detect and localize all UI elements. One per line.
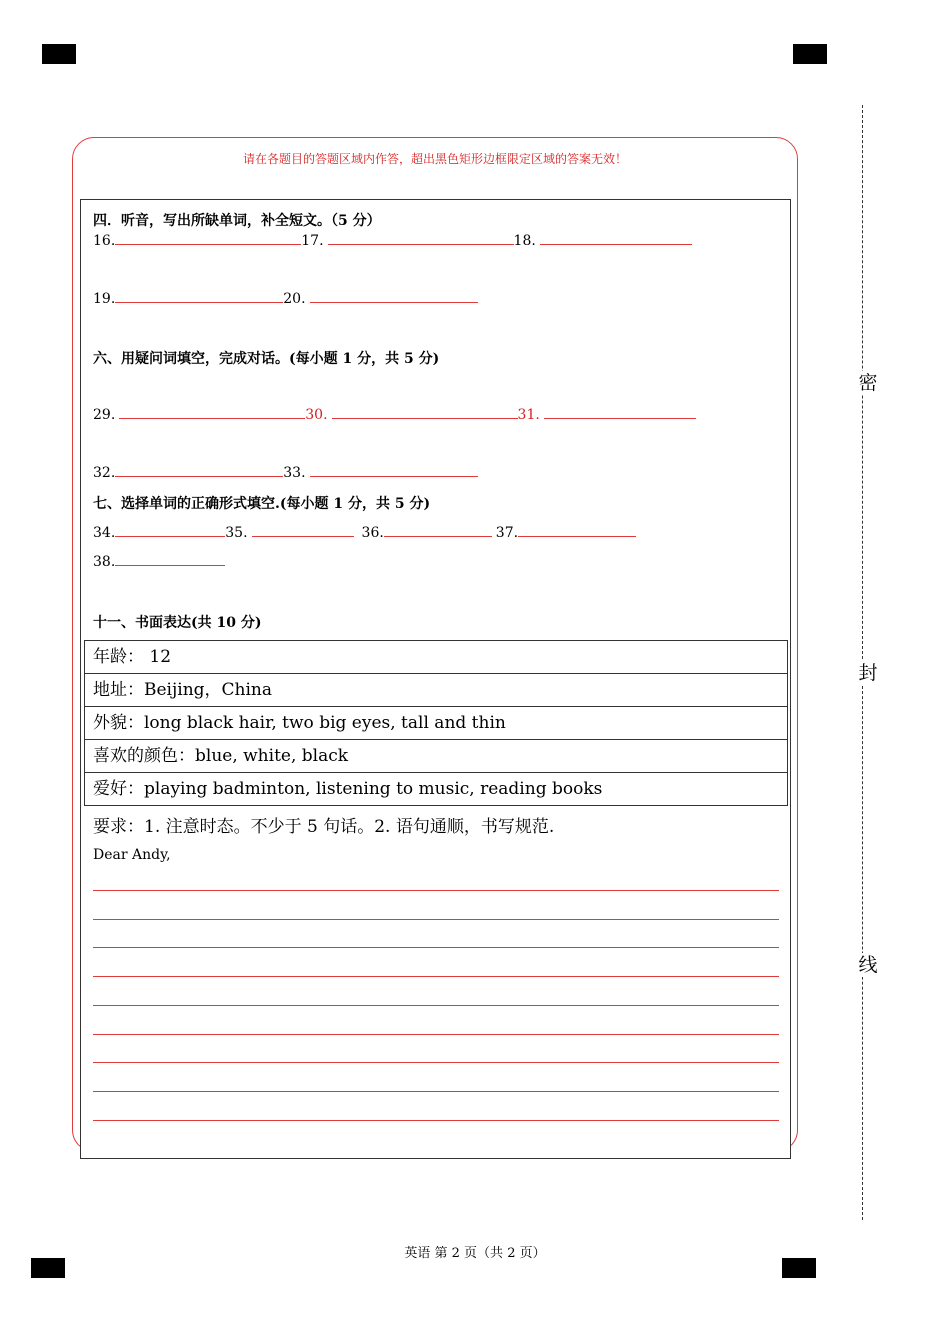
q34-label: 34. [93,525,116,541]
q16-label: 16. [93,233,116,249]
section7-row1 [93,524,636,541]
q19-answer-blank[interactable] [115,290,283,303]
info-table [84,640,788,806]
letter-salutation: Dear Andy, [93,847,171,863]
q30-answer-blank[interactable] [332,406,518,419]
writing-requirement: 要求：1. 注意时态。不少于 5 句话。2. 语句通顺，书写规范. [93,817,555,837]
seal-char-feng: 封 [858,662,878,684]
q16-answer-blank[interactable] [115,232,301,245]
writing-line-3[interactable] [93,947,779,948]
writing-line-9[interactable] [93,1120,779,1121]
q20-label: 20. [283,291,306,307]
q38-answer-blank[interactable] [115,553,225,566]
q29-label: 29. [93,407,116,423]
seal-char-xian: 线 [858,954,878,976]
writing-line-8[interactable] [93,1091,779,1092]
section7-row2 [93,553,225,570]
info-row-favorite-colors: 喜欢的颜色：blue, white, black [85,740,787,773]
writing-line-1[interactable] [93,890,779,891]
section7-title: 七、选择单词的正确形式填空.(每小题 1 分，共 5 分) [93,496,431,512]
section6-title: 六、用疑问词填空，完成对话。(每小题 1 分，共 5 分) [93,351,440,367]
q35-answer-blank[interactable] [252,524,354,537]
answer-area-warning: 请在各题目的答题区域内作答，超出黑色矩形边框限定区域的答案无效！ [242,152,627,166]
section6-row1 [93,406,696,423]
info-row-appearance: 外貌：long black hair, two big eyes, tall and thin [85,707,787,740]
answer-area [80,199,791,1159]
registration-mark-bottom-left [31,1258,65,1278]
q17-answer-blank[interactable] [328,232,514,245]
page-footer: 英语 第 2 页（共 2 页） [404,1246,546,1261]
q20-answer-blank[interactable] [310,290,478,303]
q37-answer-blank[interactable] [518,524,636,537]
writing-line-2[interactable] [93,919,779,920]
q30-label: 30. [305,407,328,423]
q37-label: 37. [495,525,519,541]
q32-answer-blank[interactable] [115,464,283,477]
q34-answer-blank[interactable] [115,524,225,537]
q31-answer-blank[interactable] [544,406,696,419]
info-row-address: 地址：Beijing，China [85,674,787,707]
q36-label: 36. [361,525,384,541]
q29-answer-blank[interactable] [119,406,305,419]
section6-row2 [93,464,478,481]
q31-label: 31. [517,407,540,423]
registration-mark-top-left [42,44,76,64]
section11-title: 十一、书面表达(共 10 分) [93,615,262,631]
q38-label: 38. [93,554,116,570]
q33-label: 33. [283,465,306,481]
q18-label: 18. [513,233,536,249]
registration-mark-top-right [793,44,827,64]
q35-label: 35. [225,525,248,541]
writing-line-5[interactable] [93,1005,779,1006]
q32-label: 32. [93,465,116,481]
writing-line-4[interactable] [93,976,779,977]
q36-answer-blank[interactable] [384,524,492,537]
q19-label: 19. [93,291,116,307]
writing-line-7[interactable] [93,1062,779,1063]
writing-line-6[interactable] [93,1034,779,1035]
q18-answer-blank[interactable] [540,232,692,245]
section4-row1 [93,232,692,249]
q33-answer-blank[interactable] [310,464,478,477]
info-row-hobbies: 爱好：playing badminton, listening to music, reading books [85,773,787,806]
info-row-age: 年龄： 12 [85,641,787,674]
q17-label: 17. [301,233,324,249]
section4-title: 四．听音，写出所缺单词，补全短文。（5 分） [93,213,381,229]
section4-row2 [93,290,478,307]
registration-mark-bottom-right [782,1258,816,1278]
seal-char-mi: 密 [858,372,878,394]
